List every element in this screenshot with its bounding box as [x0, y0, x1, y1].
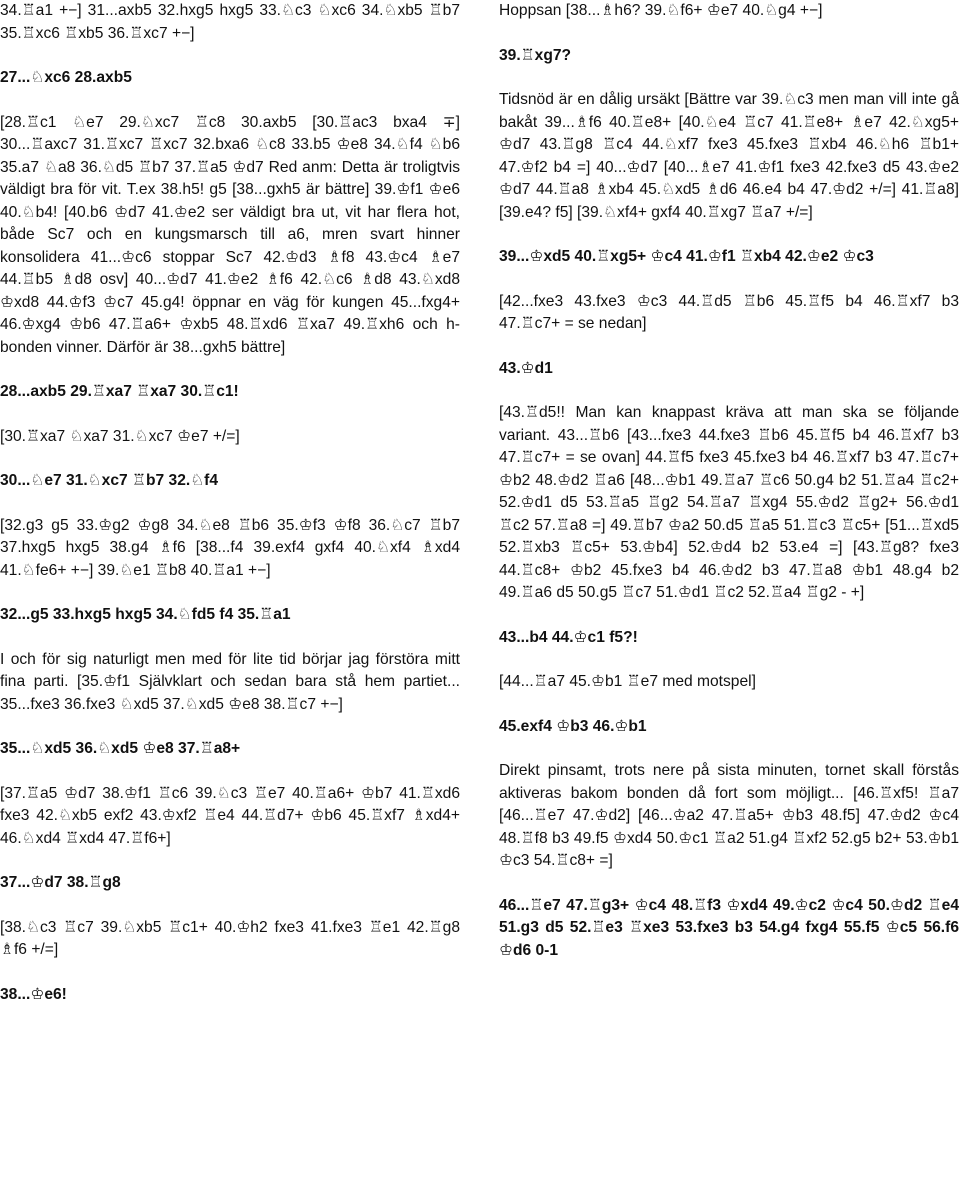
move-line: 43...b4 44.♔c1 f5?! — [499, 628, 638, 646]
paragraph: 34.♖a1 +−] 31...axb5 32.hxg5 hxg5 33.♘c3 ♘xc6 34.♘xb5 ♖b7 35.♖xc6 ♖xb5 36.♖xc7 +−] — [0, 2, 460, 42]
paragraph: I och för sig naturligt men med för lite tid börjar jag förstöra mitt fina parti. [35.♔f1 Självklart och sedan bara stå hem partiet... 35...fxe3 36.fxe3 ♘xd5 37.♘xd5 ♔e8 38.♖c7 +−] — [0, 650, 460, 713]
move-line: 39...♔xd5 40.♖xg5+ ♔c4 41.♔f1 ♖xb4 42.♔e2 ♔c3 — [499, 248, 874, 265]
move-line: 28...axb5 29.♖xa7 ♖xa7 30.♖c1! — [0, 383, 239, 400]
paragraph: [43.♖d5!! Man kan knappast kräva att man ska se följande variant. 43...♖b6 [43...fxe3 44.fxe3 ♖b6 45.♖f5 b4 46.♖xf7 b3 47.♖c7+ = se ovan] 44.♖f5 fxe3 45.fxe3 b4 46.♖xf7 b3 47.♖c7+ ♔b2 48.♔d2 ♖a6 [48...♔b1 49.♖a7 ♖c6 50.g4 b2 51.♖a4 ♖c2+ 52.♔d1 d5 53.♖a5 ♖g2 54.♖a7 ♖xg4 55.♔d2 ♖g2+ 56.♔d1 ♖c2 57.♖a8 =] 49.♖b7 ♔a2 50.d5 ♖a5 51.♖c3 ♖c5+ [51...♖xd5 52.♖xb3 ♖c5+ 53.♔b4] 52.♔d4 b2 53.e4 =] [43.♖g8? fxe3 44.♖c8+ ♔b2 45.fxe3 b4 46.♔d2 b3 47.♖a8 ♔b1 48.g4 b2 49.♖a6 d5 50.g5 ♖c7 51.♔d1 ♖c2 52.♖a4 ♖g2 - +] — [499, 404, 959, 601]
move-line: 30...♘e7 31.♘xc7 ♖b7 32.♘f4 — [0, 472, 219, 489]
paragraph: [30.♖xa7 ♘xa7 31.♘xc7 ♔e7 +/=] — [0, 427, 240, 445]
move-line: 35...♘xd5 36.♘xd5 ♔e8 37.♖a8+ — [0, 740, 241, 757]
right-column — [499, 0, 959, 962]
paragraph: [44...♖a7 45.♔b1 ♖e7 med motspel] — [499, 673, 756, 690]
paragraph: [38.♘c3 ♖c7 39.♘xb5 ♖c1+ 40.♔h2 fxe3 41.fxe3 ♖e1 42.♖g8 ♗f6 +/=] — [0, 918, 460, 958]
paragraph: Direkt pinsamt, trots nere på sista minuten, tornet skall förstås aktiveras bakom bonden då fort som möjligt... [46.♖xf5! ♖a7 [46...♖e7 47.♔d2] [46...♔a2 47.♖a5+ ♔b3 48.f5] 47.♔d2 ♔c4 48.♖f8 b3 49.f5 ♔xd4 50.♔c1 ♖a2 51.g4 ♖xf2 52.g5 b2+ 53.♔b1 ♔c3 54.♖c8+ =] — [499, 762, 959, 869]
paragraph: [37.♖a5 ♔d7 38.♔f1 ♖c6 39.♘c3 ♖e7 40.♖a6+ ♔b7 41.♖xd6 fxe3 42.♘xb5 exf2 43.♔xf2 ♖e4 44.♖d7+ ♔b6 45.♖xf7 ♗xd4+ 46.♘xd4 ♖xd4 47.♖f6+] — [0, 784, 460, 847]
move-line: 38...♔e6! — [0, 985, 67, 1003]
move-line: 27...♘xc6 28.axb5 — [0, 69, 132, 86]
move-line: 39.♖xg7? — [499, 46, 572, 64]
move-line: 45.exf4 ♔b3 46.♔b1 — [499, 717, 647, 735]
move-line: 32...g5 33.hxg5 hxg5 34.♘fd5 f4 35.♖a1 — [0, 606, 291, 623]
move-line: 43.♔d1 — [499, 359, 553, 377]
paragraph: [32.g3 g5 33.♔g2 ♔g8 34.♘e8 ♖b6 35.♔f3 ♔f8 36.♘c7 ♖b7 37.hxg5 hxg5 38.g4 ♗f6 [38...f4 39.exf4 gxf4 40.♘xf4 ♗xd4 41.♘fe6+ +−] 39.♘e1 ♖b8 40.♖a1 +−] — [0, 516, 460, 579]
paragraph: Hoppsan [38...♗h6? 39.♘f6+ ♔e7 40.♘g4 +−] — [499, 2, 823, 19]
move-line: 37...♔d7 38.♖g8 — [0, 874, 121, 891]
paragraph: Tidsnöd är en dålig ursäkt [Bättre var 39.♘c3 men man vill inte gå bakåt 39...♗f6 40.♖e8+ [40.♘e4 ♖c7 41.♖e8+ ♗e7 42.♘xg5+ ♔d7 43.♖g8 ♖c4 44.♘xf7 fxe3 45.fxe3 ♖xb4 46.♘h6 ♖b1+ 47.♔f2 b4 =] 40...♔d7 [40...♗e7 41.♔f1 fxe3 42.fxe3 d5 43.♔e2 ♔d7 44.♖a8 ♗xb4 45.♘xd5 ♗d6 46.e4 b4 47.♔d2 +/=] 41.♖a8] [39.e4? f5] [39.♘xf4+ gxf4 40.♖xg7 ♖a7 +/=] — [499, 91, 959, 221]
paragraph: [28.♖c1 ♘e7 29.♘xc7 ♖c8 30.axb5 [30.♖ac3 bxa4 ∓] 30...♖axc7 31.♖xc7 ♖xc7 32.bxa6 ♘c8 33.b5 ♔e8 34.♘f4 ♘b6 35.a7 ♘a8 36.♘d5 ♖b7 37.♖a5 ♔d7 Red anm: Detta är troligtvis väldigt bra för vit. T.ex 38.h5! g5 [38...gxh5 är bättre] 39.♔f1 ♔e6 40.♘b4! [40.b6 ♔d7 41.♔e2 ser väldigt bra ut, vit har flera hot, både Sc7 och en kungsmarsch till a6, mren svart hinner konsolidera 41...♔c6 stoppar Sc7 42.♔d3 ♗f8 43.♔c4 ♗e7 44.♖b5 ♗d8 osv] 40...♔d7 41.♔e2 ♗f6 42.♘c6 ♗d8 43.♘xd8 ♔xd8 44.♔f3 ♔c7 45.g4! öppnar en väg för kungen 45...fxg4+ 46.♔xg4 ♔b6 47.♖a6+ ♔xb5 48.♖xd6 ♖xa7 49.♖xh6 och h-bonden vinner. Därför är 38...gxh5 bättre] — [0, 113, 460, 356]
move-line: 46...♖e7 47.♖g3+ ♔c4 48.♖f3 ♔xd4 49.♔c2 ♔c4 50.♔d2 ♖e4 51.g3 d5 52.♖e3 ♖xe3 53.fxe3 b3 54.g4 fxg4 55.f5 ♔c5 56.f6 ♔d6 0-1 — [499, 896, 959, 959]
paragraph: [42...fxe3 43.fxe3 ♔c3 44.♖d5 ♖b6 45.♖f5 b4 46.♖xf7 b3 47.♖c7+ = se nedan] — [499, 292, 959, 332]
left-column — [0, 0, 460, 1006]
